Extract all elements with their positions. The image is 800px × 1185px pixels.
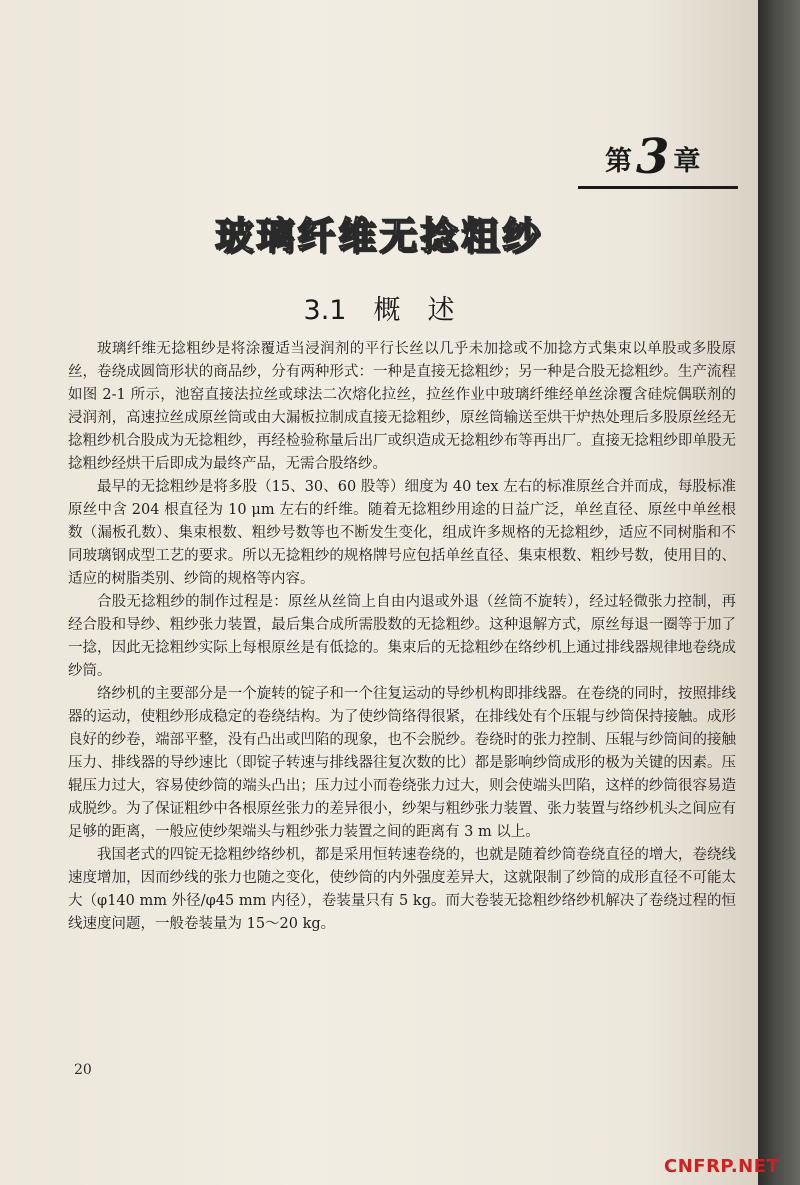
paragraph-5: 我国老式的四锭无捻粗纱络纱机，都是采用恒转速卷绕的，也就是随着纱筒卷绕直径的增大，卷绕线速度增加，因而纱线的张力也随之变化，使纱筒的内外强度差异大，这就限制了纱筒的成形直径不可能太大（φ140 mm 外径/φ45 mm 内径），卷装量只有 5 kg。而大卷装无捻粗纱络纱机解决了卷绕过程的恒线速度问题，一般卷装量为 15～20 kg。 bbox=[68, 847, 736, 932]
paragraph-1: 玻璃纤维无捻粗纱是将涂覆适当浸润剂的平行长丝以几乎未加捻或不加捻方式集束以单股或多股原丝，卷绕成圆筒形状的商品纱，分有两种形式：一种是直接无捻粗纱；另一种是合股无捻粗纱。生产流程如图 2-1 所示，池窑直接法拉丝或球法二次熔化拉丝，拉丝作业中玻璃纤维经单丝涂覆含硅烷偶联剂的浸润剂，高速拉丝成原丝筒或由大漏板拉制成直接无捻粗纱，原丝筒输送至烘干炉热处理后多股原丝经无捻粗纱机合股成为无捻粗纱，再经检验称量后出厂或织造成无捻粗纱布等再出厂。直接无捻粗纱即单股无捻粗纱经烘干后即成为最终产品，无需合股络纱。 bbox=[68, 341, 736, 472]
book-spine-edge bbox=[758, 0, 800, 1185]
chapter-label bbox=[605, 129, 701, 187]
chapter-rule bbox=[578, 186, 738, 189]
chapter-prefix: 第 bbox=[605, 146, 632, 177]
chapter-suffix: 章 bbox=[673, 146, 701, 177]
paragraph-2: 最早的无捻粗纱是将多股（15、30、60 股等）细度为 40 tex 左右的标准原丝合并而成，每股标准原丝中含 204 根直径为 10 μm 左右的纤维。随着无捻粗纱用途的日益广泛，单丝直径、原丝中单丝根数（漏板孔数）、集束根数、粗纱号数等也不断发生变化，组成许多规格的无捻粗纱，适应不同树脂和不同玻璃钢成型工艺的要求。所以无捻粗纱的规格牌号应包括单丝直径、集束根数、粗纱号数，使用目的、适应的树脂类别、纱筒的规格等内容。 bbox=[68, 479, 736, 587]
paragraph-3: 合股无捻粗纱的制作过程是：原丝从丝筒上自由内退或外退（丝筒不旋转），经过轻微张力控制，再经合股和导纱、粗纱张力装置，最后集合成所需股数的无捻粗纱。这种退解方式，原丝每退一圈等于加了一捻，因此无捻粗纱实际上每根原丝是有低捻的。集束后的无捻粗纱在络纱机上通过排线器规律地卷绕成纱筒。 bbox=[68, 594, 736, 679]
watermark: CNFRP.NET bbox=[664, 1156, 780, 1177]
body-text bbox=[68, 338, 736, 936]
section-heading bbox=[0, 288, 758, 327]
section-number: 3.1 bbox=[303, 295, 347, 326]
paragraph-4: 络纱机的主要部分是一个旋转的锭子和一个往复运动的导纱机构即排线器。在卷绕的同时，按照排线器的运动，使粗纱形成稳定的卷绕结构。为了使纱筒络得很紧，在排线处有个压辊与纱筒保持接触。成形良好的纱卷，端部平整，没有凸出或凹陷的现象，也不会脱纱。卷绕时的张力控制、压辊与纱筒间的接触压力、排线器的导纱速比（即锭子转速与排线器往复次数的比）都是影响纱筒成形的极为关键的因素。压辊压力过大，容易使纱筒的端头凸出；压力过小而卷绕张力过大，则会使端头凹陷，这样的纱筒很容易造成脱纱。为了保证粗纱中各根原丝张力的差异很小，纱架与粗纱张力装置、张力装置与络纱机头之间应有足够的距离，一般应使纱架端头与粗纱张力装置之间的距离有 3 m 以上。 bbox=[68, 686, 736, 840]
chapter-number: 3 bbox=[636, 129, 670, 185]
chapter-title: 玻璃纤维无捻粗纱 bbox=[214, 214, 543, 258]
page-number: 20 bbox=[74, 1062, 92, 1078]
section-title: 概 述 bbox=[373, 295, 455, 326]
